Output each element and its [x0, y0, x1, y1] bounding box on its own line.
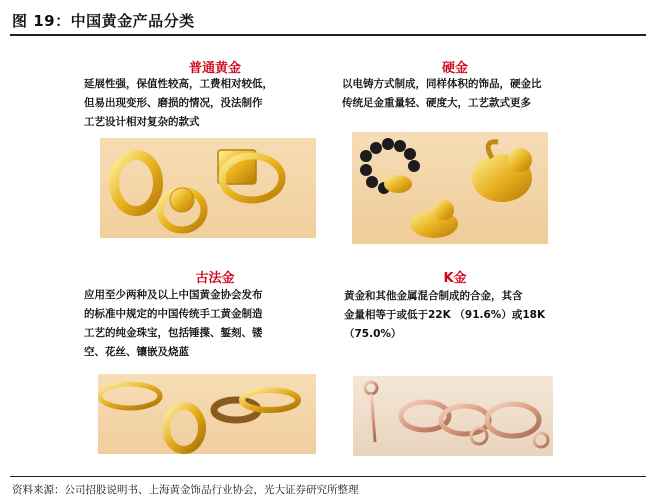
desc-hard-gold [342, 75, 592, 113]
desc-line: 延展性强，保值性较高，工费相对较低， [84, 78, 273, 90]
title-divider [10, 34, 646, 36]
ancient-gold-bangles-photo [98, 374, 316, 454]
gold-rings-photo [100, 138, 316, 238]
heading-regular-gold: 普通黄金 [188, 61, 241, 76]
desc-line: 黄金和其他金属混合制成的合金，其含 [344, 290, 523, 302]
heading-ancient-gold: 古法金 [195, 271, 235, 286]
desc-line: 以电铸方式制成，同样体积的饰品，硬金比 [342, 78, 542, 90]
desc-line: 传统足金重量轻、硬度大，工艺款式更多 [342, 97, 531, 109]
desc-line: 空、花丝、镶嵌及烧蓝 [84, 346, 189, 358]
heading-k-gold: K金 [443, 271, 467, 286]
heading-hard-gold: 硬金 [441, 61, 468, 76]
desc-line: 应用至少两种及以上中国黄金协会发布 [84, 289, 263, 301]
desc-ancient-gold [84, 286, 329, 362]
desc-line: 的标准中规定的中国传统手工黄金制造 [84, 308, 263, 320]
desc-line: 但易出现变形、磨损的情况，没法制作 [84, 97, 263, 109]
hard-gold-charms-photo [352, 132, 548, 244]
desc-k-gold [344, 287, 594, 344]
figure-source: 资料来源：公司招股说明书、上海黄金饰品行业协会，光大证券研究所整理 [12, 484, 359, 496]
desc-line: 工艺的纯金珠宝，包括锤揲、錾刻、镂 [84, 327, 263, 339]
desc-line: （75.0%） [344, 328, 402, 340]
source-divider [10, 476, 646, 477]
k-gold-jewelry-photo [353, 376, 553, 456]
desc-line: 工艺设计相对复杂的款式 [84, 116, 200, 128]
desc-line: 金量相等于或低于22K （91.6%）或18K [344, 309, 546, 321]
desc-regular-gold [84, 75, 324, 132]
figure-title: 图 19：中国黄金产品分类 [12, 12, 195, 30]
